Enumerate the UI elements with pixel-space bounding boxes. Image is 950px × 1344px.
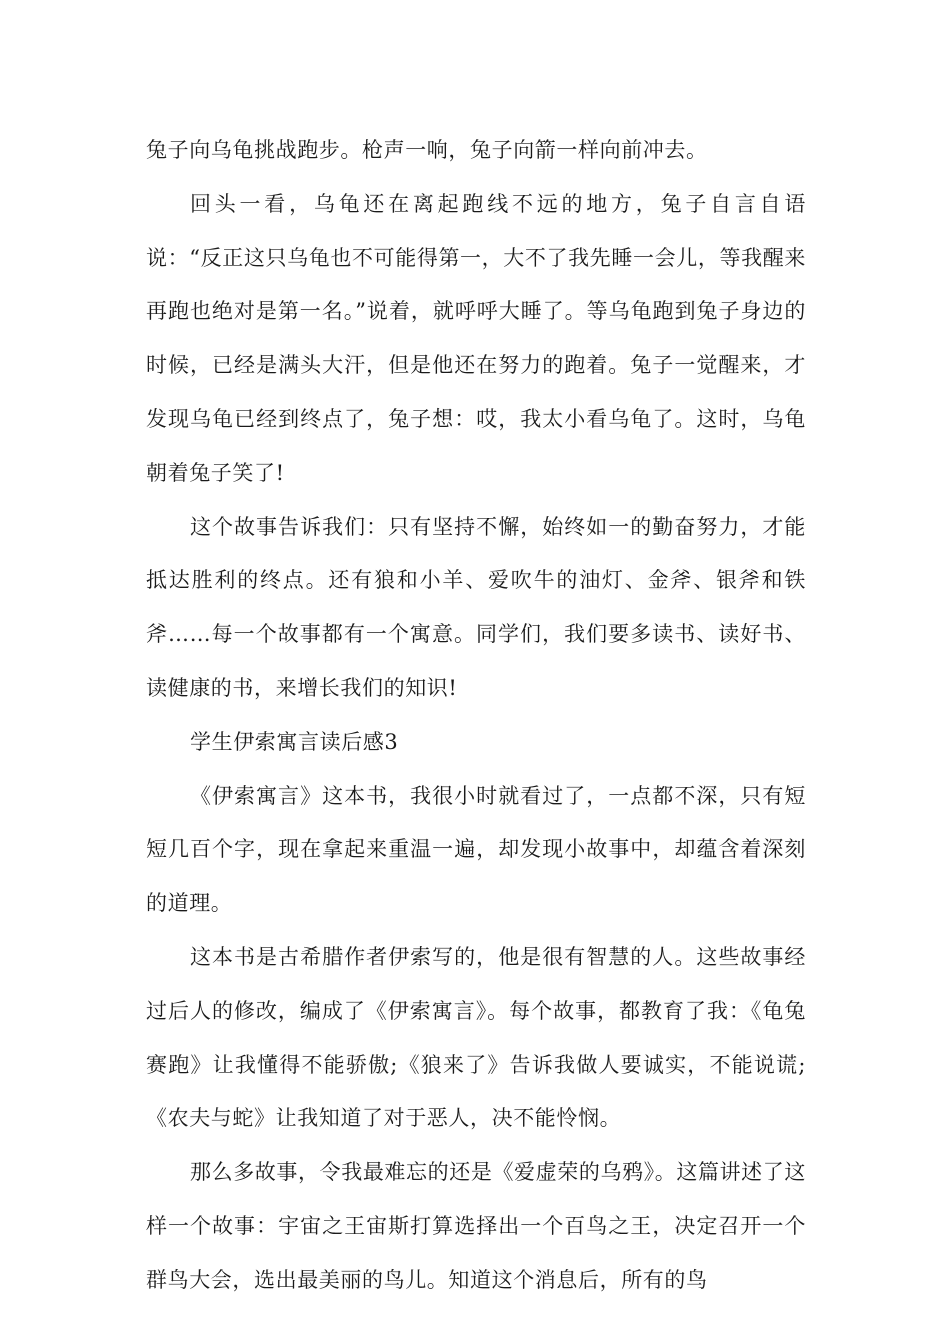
paragraph-continuation: 兔子向乌龟挑战跑步。枪声一响，兔子向箭一样向前冲去。 — [146, 138, 708, 162]
paragraph-author: 这本书是古希腊作者伊索写的，他是很有智慧的人。这些故事经过后人的修改，编成了《伊索寓言》。每个故事，都教育了我：《龟兔赛跑》让我懂得不能骄傲;《狼来了》告诉我做人要诚实，不能说谎;《农夫与蛇》让我知道了对于恶人，决不能怜悯。 — [146, 944, 806, 1131]
paragraph-crow-story: 那么多故事，令我最难忘的还是《爱虚荣的乌鸦》。这篇讲述了这样一个故事：宇宙之王宙斯打算选择出一个百鸟之王，决定召开一个群鸟大会，选出最美丽的鸟儿。知道这个消息后，所有的鸟 — [146, 1160, 806, 1292]
section-heading: 学生伊索寓言读后感3 — [190, 729, 399, 754]
document-page — [146, 124, 806, 1308]
paragraph-moral: 这个故事告诉我们：只有坚持不懈，始终如一的勤奋努力，才能抵达胜利的终点。还有狼和小羊、爱吹牛的油灯、金斧、银斧和铁斧……每一个故事都有一个寓意。同学们，我们要多读书、读好书、读健康的书，来增长我们的知识! — [146, 514, 806, 700]
paragraph-intro-book: 《伊索寓言》这本书，我很小时就看过了，一点都不深，只有短短几百个字，现在拿起来重温一遍，却发现小故事中，却蕴含着深刻的道理。 — [146, 783, 806, 916]
paragraph-race-story: 回头一看，乌龟还在离起跑线不远的地方，兔子自言自语说：“反正这只乌龟也不可能得第一，大不了我先睡一会儿，等我醒来再跑也绝对是第一名。”说着，就呼呼大睡了。等乌龟跑到兔子身边的时候，已经是满头大汗，但是他还在努力的跑着。兔子一觉醒来，才发现乌龟已经到终点了，兔子想：哎，我太小看乌龟了。这时，乌龟朝着兔子笑了! — [146, 191, 806, 485]
